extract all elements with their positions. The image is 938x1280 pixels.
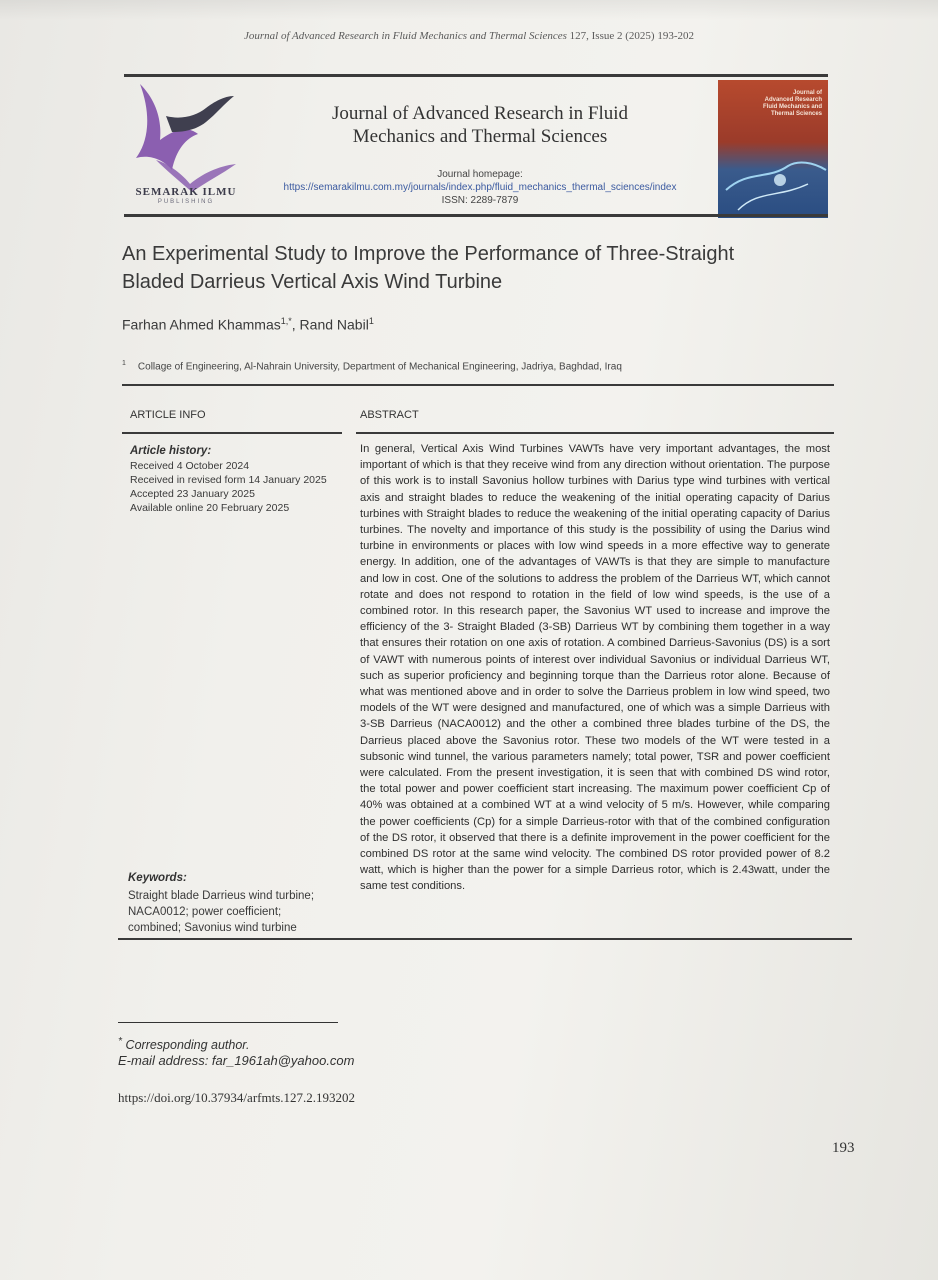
header-bottom-rule (124, 214, 828, 217)
issn: ISSN: 2289-7879 (441, 195, 519, 206)
affiliation-number: 1 (122, 360, 126, 367)
doi-link[interactable]: https://doi.org/10.37934/arfmts.127.2.193202 (118, 1090, 356, 1105)
history-online: Available online 20 February 2025 (130, 502, 290, 514)
author-2-sup: 1 (368, 316, 374, 326)
journal-title-line-1: Journal of Advanced Research in Fluid (331, 103, 628, 124)
article-info-rule (122, 432, 342, 434)
cover-flow-icon (718, 150, 828, 218)
history-received: Received 4 October 2024 (130, 460, 250, 472)
footnote-corresponding (118, 1036, 249, 1052)
cover-title: Journal of Advanced Research Fluid Mechanics and Thermal Sciences (762, 90, 822, 117)
history-revised: Received in revised form 14 January 2025 (130, 474, 327, 486)
affiliation-text: Collage of Engineering, Al-Nahrain University, Department of Mechanical Engineering, Jadriya, Baghdad, Iraq (137, 361, 622, 373)
journal-title (260, 102, 700, 148)
homepage-url[interactable]: https://semarakilmu.com.my/journals/index.php/fluid_mechanics_thermal_sciences/index (283, 182, 677, 193)
author-1-sup: 1,* (280, 316, 292, 326)
page-shadow (0, 0, 938, 20)
authors (122, 316, 374, 333)
header-top-rule (124, 74, 828, 77)
footnote-email[interactable]: E-mail address: far_1961ah@yahoo.com (118, 1053, 355, 1068)
keywords-line-2: NACA0012; power coefficient; (128, 906, 282, 918)
publisher-name: SEMARAK ILMU (135, 186, 237, 198)
author-separator: , (291, 316, 300, 333)
section-rule-top (122, 384, 834, 386)
running-head-issue: 127, Issue 2 (2025) 193-202 (566, 30, 694, 42)
paper-title (122, 240, 822, 296)
homepage-label: Journal homepage: (437, 169, 523, 180)
keywords-line-1: Straight blade Darrieus wind turbine; (128, 890, 315, 902)
corresponding-mark: * (118, 1036, 123, 1047)
author-1: Farhan Ahmed Khammas (122, 316, 281, 333)
section-rule-bottom (118, 938, 852, 940)
journal-cover-image (718, 80, 828, 218)
page-number: 193 (832, 1140, 855, 1156)
journal-title-line-2: Mechanics and Thermal Sciences (352, 126, 608, 147)
running-head (0, 30, 938, 42)
journal-homepage (250, 168, 710, 207)
abstract-text: In general, Vertical Axis Wind Turbines VAWTs have very important advantages, the most important of which is that they receive wind from any direction without orientation. The purpose of this work is to install Savonius hollow turbines with Darius type wind turbines with vertical axis and straight blades to reduce the weakening of the initial operating capacity of Darius turbines with Straight blades to reduce the weakening of the initial operating capacity of Darius turbines. The novelty and importance of this study is the possibility of using the Darius wind turbine in environments or places with low wind speeds in a more effective way to generate energy. In addition, one of the advantages of VAWTs is that they are simple to manufacture and low in cost. One of the solutions to address the problem of the Darrieus WT, which cannot rotate and does not respond to rotation in the field of low wind speeds, is the use of a combined rotor. In this research paper, the Savonius WT used to increase and improve the efficiency of the 3- Straight Bladed (3-SB) Darrieus WT by combining them together in a way that ensures their rotation on one axis of rotation. A combined Darrieus-Savonius (DS) is a sort of VAWT with numerous points of interest over individual Savonius or individual Darrieus WT, such as superior proficiency and beginning torque than the Darrieus rotor alone. Because of what was mentioned above and in order to solve the Darrieus problem in low wind speed, two models of the WT were designed and manufactured, one of which was a simple Darrieus with 3-SB Darrieus (NACA0012) and the other a combined three blades turbine of the DS, the Darrieus placed above the Savonius rotor. These two models of the WT were tested in a subsonic wind tunnel, the various parameters namely; total power, TSR and power coefficient were calculated. From the present investigation, it is seen that with combined DS wind rotor, the total power and power coefficient start increasing. The maximum power coefficient Cp of 40% was obtained at a combined WT at a wind velocity of 5 m/s. However, while comparing the power coefficients (Cp) for a simple Darrieus-rotor with that of the combined configuration of the DS rotor, it observed that there is a definite improvement in the power coefficient for the combined DS rotor at the same wind velocity. The combined DS rotor provided power of 8.2 watt, which is higher than the power for a simple Darrieus rotor, which is 2.43watt, under the same test conditions. (360, 443, 830, 893)
running-head-journal: Journal of Advanced Research in Fluid Mechanics and Thermal Sciences (243, 30, 567, 42)
footnote-rule (118, 1022, 338, 1023)
paper-title-line-1: An Experimental Study to Improve the Performance of Three-Straight (122, 243, 735, 265)
article-history-title: Article history: (130, 445, 212, 457)
author-2: Rand Nabil (299, 316, 369, 333)
abstract-label: ABSTRACT (360, 409, 419, 421)
history-accepted: Accepted 23 January 2025 (130, 488, 255, 500)
article-info-label: ARTICLE INFO (130, 409, 206, 421)
corresponding-text: Corresponding author. (125, 1038, 250, 1053)
affiliation (122, 360, 622, 372)
publisher-sub: PUBLISHING (157, 199, 215, 205)
keywords-title: Keywords: (128, 872, 187, 884)
paper-title-line-2: Bladed Darrieus Vertical Axis Wind Turbine (122, 271, 503, 293)
abstract-rule (356, 432, 834, 434)
keywords-line-3: combined; Savonius wind turbine (128, 922, 297, 934)
